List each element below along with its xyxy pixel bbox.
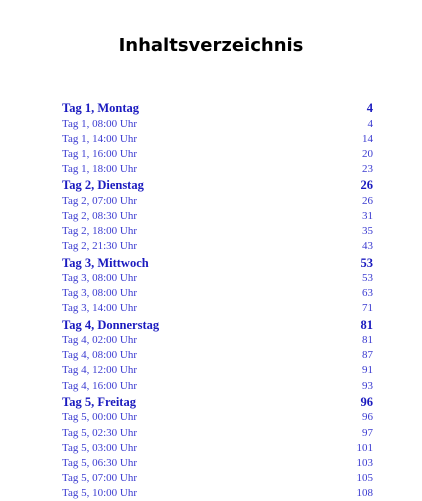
toc-label: Tag 5, 10:00 Uhr [62, 487, 137, 500]
toc-page-number: 35 [362, 225, 373, 238]
toc-day-heading-link[interactable] [62, 317, 373, 334]
toc-label: Tag 4, 16:00 Uhr [62, 379, 137, 392]
toc-page-number: 4 [367, 117, 373, 130]
toc-page-number: 71 [362, 302, 373, 315]
toc-entry-link[interactable] [62, 379, 373, 394]
toc-page-number: 14 [362, 132, 373, 145]
table-of-contents [62, 100, 373, 501]
toc-label: Tag 5, 06:30 Uhr [62, 456, 137, 469]
toc-label: Tag 5, 02:30 Uhr [62, 426, 137, 439]
toc-page-number: 96 [360, 394, 373, 409]
toc-label: Tag 3, 08:00 Uhr [62, 272, 137, 284]
toc-page-number: 31 [362, 209, 373, 222]
toc-page-number: 20 [362, 147, 373, 160]
toc-entry-link[interactable] [62, 162, 373, 177]
toc-label: Tag 4, Donnerstag [62, 317, 160, 332]
toc-page-number: 97 [362, 426, 373, 439]
toc-label: Tag 5, 00:00 Uhr [62, 411, 137, 424]
toc-entry-link[interactable] [62, 363, 373, 378]
toc-entry-link[interactable] [62, 209, 373, 224]
toc-entry-link[interactable] [62, 441, 373, 456]
page-title: Inhaltsverzeichnis [118, 35, 304, 56]
toc-day-heading-link[interactable] [62, 394, 373, 411]
toc-label: Tag 3, 14:00 Uhr [62, 302, 137, 315]
toc-page-number: 26 [362, 194, 373, 207]
toc-page-number: 105 [356, 472, 373, 485]
toc-page-number: 43 [362, 240, 373, 253]
toc-page-number: 96 [362, 411, 373, 424]
toc-page-number: 26 [360, 178, 373, 193]
toc-label: Tag 2, Dienstag [62, 178, 144, 193]
toc-page-number: 93 [362, 379, 373, 392]
toc-entry-link[interactable] [62, 132, 373, 147]
toc-page-number: 103 [356, 456, 373, 469]
toc-label: Tag 1, 16:00 Uhr [62, 147, 137, 160]
toc-page-number: 81 [360, 317, 373, 332]
toc-label: Tag 2, 08:30 Uhr [62, 209, 137, 222]
toc-entry-link[interactable] [62, 471, 373, 486]
toc-label: Tag 1, Montag [62, 101, 139, 115]
toc-entry-link[interactable] [62, 224, 373, 239]
toc-page-number: 101 [356, 441, 373, 454]
toc-label: Tag 4, 02:00 Uhr [62, 334, 137, 347]
toc-entry-link[interactable] [62, 301, 373, 316]
toc-entry-link[interactable] [62, 271, 373, 286]
toc-label: Tag 5, 03:00 Uhr [62, 441, 137, 454]
toc-label: Tag 1, 14:00 Uhr [62, 132, 137, 145]
toc-entry-link[interactable] [62, 333, 373, 348]
toc-label: Tag 3, 08:00 Uhr [62, 287, 137, 300]
toc-entry-link[interactable] [62, 410, 373, 425]
toc-page-number: 108 [356, 487, 373, 500]
toc-label: Tag 4, 08:00 Uhr [62, 349, 137, 362]
toc-label: Tag 5, Freitag [62, 394, 136, 409]
toc-label: Tag 3, Mittwoch [62, 255, 149, 270]
toc-entry-link[interactable] [62, 426, 373, 441]
toc-label: Tag 5, 07:00 Uhr [62, 472, 137, 485]
toc-label: Tag 2, 18:00 Uhr [62, 225, 137, 238]
toc-entry-link[interactable] [62, 239, 373, 254]
toc-label: Tag 4, 12:00 Uhr [62, 364, 137, 377]
toc-page-number: 4 [366, 101, 373, 115]
toc-label: Tag 1, 18:00 Uhr [62, 163, 137, 176]
toc-day-heading-link[interactable] [62, 100, 373, 117]
toc-label: Tag 1, 08:00 Uhr [62, 117, 137, 130]
toc-page-number: 53 [360, 255, 373, 270]
toc-page-number: 23 [362, 163, 373, 176]
toc-page-number: 91 [362, 364, 373, 377]
toc-day-heading-link[interactable] [62, 177, 373, 194]
toc-page-number: 63 [362, 287, 373, 300]
toc-entry-link[interactable] [62, 147, 373, 162]
toc-page-number: 53 [362, 272, 373, 284]
toc-label: Tag 2, 07:00 Uhr [62, 194, 137, 207]
toc-page-number: 81 [362, 334, 373, 347]
toc-day-heading-link[interactable] [62, 255, 373, 272]
toc-entry-link[interactable] [62, 194, 373, 209]
toc-page-number: 87 [362, 349, 373, 362]
toc-entry-link[interactable] [62, 286, 373, 301]
toc-entry-link[interactable] [62, 348, 373, 363]
toc-entry-link[interactable] [62, 456, 373, 471]
toc-label: Tag 2, 21:30 Uhr [62, 240, 137, 253]
toc-entry-link[interactable] [62, 117, 373, 132]
